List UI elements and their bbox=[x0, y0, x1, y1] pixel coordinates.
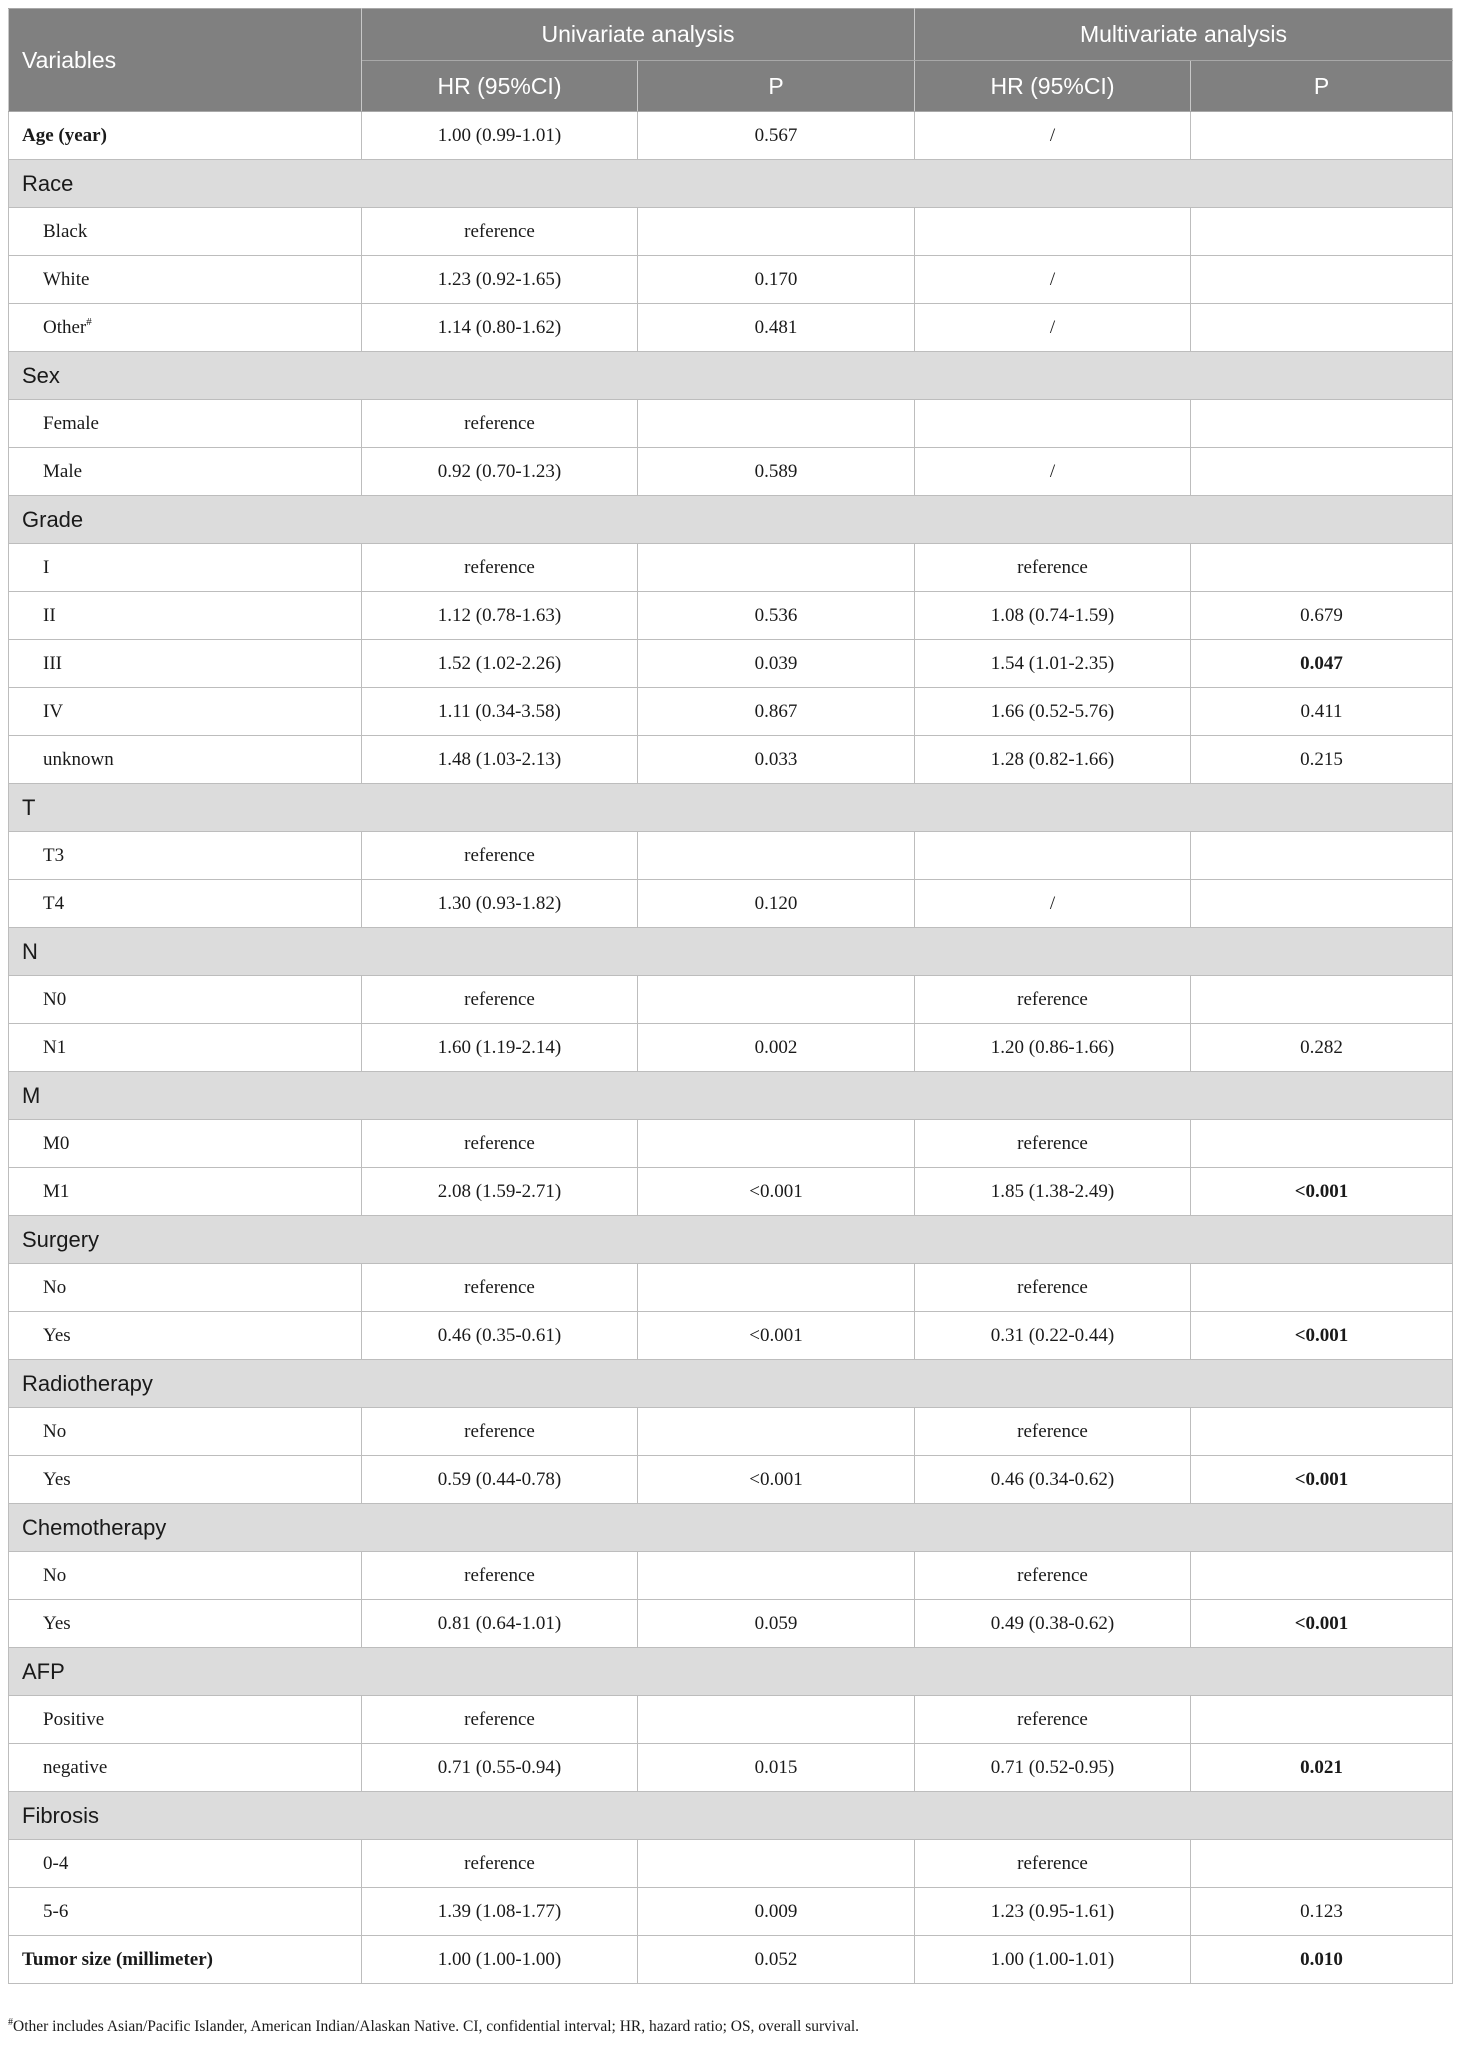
multivariate-p-cell: <0.001 bbox=[1191, 1312, 1453, 1360]
group-row bbox=[9, 160, 1453, 208]
multivariate-hr-cell: reference bbox=[915, 1696, 1191, 1744]
multivariate-p-cell: <0.001 bbox=[1191, 1600, 1453, 1648]
header-uni-p: P bbox=[638, 61, 915, 112]
variable-cell bbox=[9, 1264, 362, 1312]
group-label: Race bbox=[9, 160, 1453, 208]
multivariate-p-cell bbox=[1191, 208, 1453, 256]
univariate-p-cell bbox=[638, 400, 915, 448]
univariate-p-cell: 0.002 bbox=[638, 1024, 915, 1072]
variable-cell bbox=[9, 1552, 362, 1600]
multivariate-p-cell bbox=[1191, 544, 1453, 592]
univariate-p-cell bbox=[638, 208, 915, 256]
group-row bbox=[9, 1648, 1453, 1696]
results-table-container bbox=[8, 8, 1452, 1984]
variable-label: M1 bbox=[43, 1180, 70, 1202]
multivariate-p-cell bbox=[1191, 256, 1453, 304]
univariate-p-cell bbox=[638, 976, 915, 1024]
table-row bbox=[9, 112, 1453, 160]
cox-regression-table bbox=[8, 8, 1453, 1984]
variable-label: Positive bbox=[43, 1708, 105, 1730]
table-footnote bbox=[8, 2018, 859, 2036]
multivariate-hr-cell: reference bbox=[915, 1120, 1191, 1168]
header-uni-hr: HR (95%CI) bbox=[362, 61, 638, 112]
univariate-p-cell: <0.001 bbox=[638, 1312, 915, 1360]
variable-label: unknown bbox=[43, 748, 114, 770]
variable-label: No bbox=[43, 1564, 67, 1586]
group-row bbox=[9, 1216, 1453, 1264]
multivariate-hr-cell: reference bbox=[915, 1264, 1191, 1312]
table-header bbox=[9, 9, 1453, 112]
univariate-p-cell: 0.015 bbox=[638, 1744, 915, 1792]
table-row bbox=[9, 1552, 1453, 1600]
variable-label: No bbox=[43, 1420, 67, 1442]
variable-label: 0-4 bbox=[43, 1852, 69, 1874]
univariate-p-cell: <0.001 bbox=[638, 1456, 915, 1504]
group-label: AFP bbox=[9, 1648, 1453, 1696]
univariate-hr-cell: 1.30 (0.93-1.82) bbox=[362, 880, 638, 928]
multivariate-p-cell: 0.123 bbox=[1191, 1888, 1453, 1936]
table-row bbox=[9, 736, 1453, 784]
variable-label: Other bbox=[43, 316, 87, 338]
multivariate-p-cell: 0.282 bbox=[1191, 1024, 1453, 1072]
univariate-hr-cell: 1.60 (1.19-2.14) bbox=[362, 1024, 638, 1072]
variable-label: 5-6 bbox=[43, 1900, 69, 1922]
footnote-mark: # bbox=[8, 2017, 13, 2028]
table-row bbox=[9, 304, 1453, 352]
univariate-hr-cell: reference bbox=[362, 1120, 638, 1168]
univariate-p-cell: 0.481 bbox=[638, 304, 915, 352]
multivariate-hr-cell bbox=[915, 208, 1191, 256]
univariate-p-cell bbox=[638, 832, 915, 880]
univariate-hr-cell: reference bbox=[362, 544, 638, 592]
variable-label: T4 bbox=[43, 892, 65, 914]
univariate-p-cell: 0.120 bbox=[638, 880, 915, 928]
multivariate-hr-cell: 1.54 (1.01-2.35) bbox=[915, 640, 1191, 688]
table-row bbox=[9, 688, 1453, 736]
group-row bbox=[9, 784, 1453, 832]
multivariate-hr-cell: / bbox=[915, 256, 1191, 304]
univariate-p-cell: <0.001 bbox=[638, 1168, 915, 1216]
univariate-hr-cell: 1.12 (0.78-1.63) bbox=[362, 592, 638, 640]
header-multi-hr: HR (95%CI) bbox=[915, 61, 1191, 112]
univariate-hr-cell: reference bbox=[362, 208, 638, 256]
multivariate-p-cell bbox=[1191, 976, 1453, 1024]
variable-label: Tumor size (millimeter) bbox=[22, 1948, 214, 1970]
multivariate-p-cell bbox=[1191, 304, 1453, 352]
univariate-p-cell bbox=[638, 1840, 915, 1888]
univariate-hr-cell: reference bbox=[362, 1696, 638, 1744]
multivariate-p-cell: 0.010 bbox=[1191, 1936, 1453, 1984]
footnote-text: Other includes Asian/Pacific Islander, American Indian/Alaskan Native. CI, confidential interval; HR, hazard ratio; OS, overall survival. bbox=[13, 2018, 860, 2035]
univariate-hr-cell: 1.00 (0.99-1.01) bbox=[362, 112, 638, 160]
table-row bbox=[9, 1696, 1453, 1744]
table-row bbox=[9, 1120, 1453, 1168]
variable-cell bbox=[9, 448, 362, 496]
variable-cell bbox=[9, 1024, 362, 1072]
group-label: T bbox=[9, 784, 1453, 832]
variable-cell bbox=[9, 1600, 362, 1648]
variable-label: No bbox=[43, 1276, 67, 1298]
univariate-p-cell: 0.536 bbox=[638, 592, 915, 640]
multivariate-hr-cell: 0.31 (0.22-0.44) bbox=[915, 1312, 1191, 1360]
multivariate-hr-cell: / bbox=[915, 112, 1191, 160]
variable-label: N1 bbox=[43, 1036, 67, 1058]
univariate-hr-cell: reference bbox=[362, 1264, 638, 1312]
univariate-hr-cell: 1.39 (1.08-1.77) bbox=[362, 1888, 638, 1936]
group-label: Radiotherapy bbox=[9, 1360, 1453, 1408]
variable-cell bbox=[9, 976, 362, 1024]
univariate-hr-cell: reference bbox=[362, 832, 638, 880]
multivariate-hr-cell: reference bbox=[915, 1552, 1191, 1600]
univariate-hr-cell: 0.92 (0.70-1.23) bbox=[362, 448, 638, 496]
variable-label: Black bbox=[43, 220, 88, 242]
variable-cell bbox=[9, 640, 362, 688]
multivariate-hr-cell: / bbox=[915, 880, 1191, 928]
multivariate-hr-cell: 0.49 (0.38-0.62) bbox=[915, 1600, 1191, 1648]
variable-cell bbox=[9, 1840, 362, 1888]
variable-label: Yes bbox=[43, 1468, 71, 1490]
multivariate-hr-cell: 0.46 (0.34-0.62) bbox=[915, 1456, 1191, 1504]
table-row bbox=[9, 544, 1453, 592]
univariate-hr-cell: 1.52 (1.02-2.26) bbox=[362, 640, 638, 688]
header-multivariate: Multivariate analysis bbox=[915, 9, 1453, 61]
group-row bbox=[9, 1072, 1453, 1120]
univariate-hr-cell: reference bbox=[362, 400, 638, 448]
header-row-top bbox=[9, 9, 1453, 61]
variable-cell bbox=[9, 256, 362, 304]
group-row bbox=[9, 352, 1453, 400]
multivariate-hr-cell: 1.20 (0.86-1.66) bbox=[915, 1024, 1191, 1072]
univariate-hr-cell: 1.11 (0.34-3.58) bbox=[362, 688, 638, 736]
footnote-marker: # bbox=[86, 315, 92, 328]
variable-cell bbox=[9, 304, 362, 352]
variable-cell bbox=[9, 1936, 362, 1984]
group-label: N bbox=[9, 928, 1453, 976]
table-row bbox=[9, 256, 1453, 304]
univariate-p-cell: 0.052 bbox=[638, 1936, 915, 1984]
table-row bbox=[9, 880, 1453, 928]
univariate-p-cell: 0.867 bbox=[638, 688, 915, 736]
univariate-hr-cell: 1.14 (0.80-1.62) bbox=[362, 304, 638, 352]
variable-cell bbox=[9, 1744, 362, 1792]
variable-label: T3 bbox=[43, 844, 65, 866]
multivariate-hr-cell: 0.71 (0.52-0.95) bbox=[915, 1744, 1191, 1792]
univariate-hr-cell: 0.46 (0.35-0.61) bbox=[362, 1312, 638, 1360]
variable-label: Male bbox=[43, 460, 83, 482]
group-row bbox=[9, 496, 1453, 544]
univariate-p-cell: 0.589 bbox=[638, 448, 915, 496]
table-row bbox=[9, 400, 1453, 448]
variable-label: IV bbox=[43, 700, 64, 722]
multivariate-p-cell bbox=[1191, 1696, 1453, 1744]
multivariate-hr-cell: reference bbox=[915, 1840, 1191, 1888]
group-row bbox=[9, 1360, 1453, 1408]
univariate-hr-cell: 0.81 (0.64-1.01) bbox=[362, 1600, 638, 1648]
univariate-p-cell: 0.567 bbox=[638, 112, 915, 160]
group-row bbox=[9, 1792, 1453, 1840]
univariate-p-cell: 0.059 bbox=[638, 1600, 915, 1648]
variable-cell bbox=[9, 1168, 362, 1216]
univariate-hr-cell: reference bbox=[362, 976, 638, 1024]
univariate-p-cell bbox=[638, 1120, 915, 1168]
univariate-p-cell bbox=[638, 1264, 915, 1312]
multivariate-hr-cell: 1.85 (1.38-2.49) bbox=[915, 1168, 1191, 1216]
group-label: M bbox=[9, 1072, 1453, 1120]
table-row bbox=[9, 1312, 1453, 1360]
univariate-p-cell bbox=[638, 544, 915, 592]
univariate-p-cell bbox=[638, 1552, 915, 1600]
variable-cell bbox=[9, 208, 362, 256]
variable-cell bbox=[9, 1696, 362, 1744]
table-row bbox=[9, 1456, 1453, 1504]
multivariate-hr-cell bbox=[915, 832, 1191, 880]
multivariate-hr-cell: 1.00 (1.00-1.01) bbox=[915, 1936, 1191, 1984]
multivariate-p-cell: <0.001 bbox=[1191, 1456, 1453, 1504]
variable-label: Yes bbox=[43, 1324, 71, 1346]
table-row bbox=[9, 1024, 1453, 1072]
multivariate-hr-cell: 1.08 (0.74-1.59) bbox=[915, 592, 1191, 640]
multivariate-hr-cell: reference bbox=[915, 976, 1191, 1024]
table-row bbox=[9, 1840, 1453, 1888]
multivariate-p-cell: <0.001 bbox=[1191, 1168, 1453, 1216]
group-row bbox=[9, 1504, 1453, 1552]
table-row bbox=[9, 1936, 1453, 1984]
multivariate-p-cell bbox=[1191, 112, 1453, 160]
univariate-hr-cell: reference bbox=[362, 1840, 638, 1888]
univariate-p-cell: 0.039 bbox=[638, 640, 915, 688]
multivariate-hr-cell: reference bbox=[915, 544, 1191, 592]
multivariate-hr-cell bbox=[915, 400, 1191, 448]
variable-cell bbox=[9, 688, 362, 736]
variable-label: N0 bbox=[43, 988, 67, 1010]
group-label: Fibrosis bbox=[9, 1792, 1453, 1840]
variable-cell bbox=[9, 832, 362, 880]
header-variables: Variables bbox=[9, 9, 362, 112]
multivariate-hr-cell: / bbox=[915, 448, 1191, 496]
table-row bbox=[9, 1600, 1453, 1648]
variable-cell bbox=[9, 1408, 362, 1456]
univariate-hr-cell: 1.00 (1.00-1.00) bbox=[362, 1936, 638, 1984]
group-label: Surgery bbox=[9, 1216, 1453, 1264]
group-label: Sex bbox=[9, 352, 1453, 400]
univariate-p-cell bbox=[638, 1696, 915, 1744]
table-row bbox=[9, 640, 1453, 688]
table-row bbox=[9, 1264, 1453, 1312]
univariate-hr-cell: reference bbox=[362, 1552, 638, 1600]
multivariate-p-cell bbox=[1191, 448, 1453, 496]
table-row bbox=[9, 208, 1453, 256]
variable-label: M0 bbox=[43, 1132, 70, 1154]
multivariate-p-cell: 0.215 bbox=[1191, 736, 1453, 784]
multivariate-p-cell: 0.047 bbox=[1191, 640, 1453, 688]
group-label: Grade bbox=[9, 496, 1453, 544]
univariate-hr-cell: 2.08 (1.59-2.71) bbox=[362, 1168, 638, 1216]
variable-label: II bbox=[43, 604, 56, 626]
multivariate-p-cell: 0.021 bbox=[1191, 1744, 1453, 1792]
variable-cell bbox=[9, 1120, 362, 1168]
table-body bbox=[9, 112, 1453, 1984]
variable-label: I bbox=[43, 556, 50, 578]
univariate-p-cell: 0.033 bbox=[638, 736, 915, 784]
variable-cell bbox=[9, 1456, 362, 1504]
multivariate-hr-cell: 1.28 (0.82-1.66) bbox=[915, 736, 1191, 784]
multivariate-p-cell bbox=[1191, 1552, 1453, 1600]
univariate-hr-cell: 0.71 (0.55-0.94) bbox=[362, 1744, 638, 1792]
variable-cell bbox=[9, 112, 362, 160]
multivariate-p-cell bbox=[1191, 880, 1453, 928]
univariate-hr-cell: 0.59 (0.44-0.78) bbox=[362, 1456, 638, 1504]
variable-cell bbox=[9, 736, 362, 784]
multivariate-hr-cell: / bbox=[915, 304, 1191, 352]
variable-label: Yes bbox=[43, 1612, 71, 1634]
table-row bbox=[9, 976, 1453, 1024]
group-label: Chemotherapy bbox=[9, 1504, 1453, 1552]
multivariate-hr-cell: 1.66 (0.52-5.76) bbox=[915, 688, 1191, 736]
table-row bbox=[9, 1168, 1453, 1216]
group-row bbox=[9, 928, 1453, 976]
univariate-p-cell bbox=[638, 1408, 915, 1456]
multivariate-p-cell bbox=[1191, 1120, 1453, 1168]
variable-label: Female bbox=[43, 412, 99, 434]
multivariate-hr-cell: 1.23 (0.95-1.61) bbox=[915, 1888, 1191, 1936]
univariate-p-cell: 0.009 bbox=[638, 1888, 915, 1936]
multivariate-p-cell bbox=[1191, 1408, 1453, 1456]
variable-cell bbox=[9, 1888, 362, 1936]
multivariate-p-cell bbox=[1191, 1264, 1453, 1312]
multivariate-p-cell: 0.679 bbox=[1191, 592, 1453, 640]
multivariate-p-cell: 0.411 bbox=[1191, 688, 1453, 736]
table-row bbox=[9, 1888, 1453, 1936]
variable-label: White bbox=[43, 268, 90, 290]
multivariate-p-cell bbox=[1191, 400, 1453, 448]
table-row bbox=[9, 592, 1453, 640]
table-row bbox=[9, 448, 1453, 496]
univariate-hr-cell: reference bbox=[362, 1408, 638, 1456]
header-multi-p: P bbox=[1191, 61, 1453, 112]
table-row bbox=[9, 1408, 1453, 1456]
variable-label: III bbox=[43, 652, 62, 674]
header-univariate: Univariate analysis bbox=[362, 9, 915, 61]
variable-cell bbox=[9, 544, 362, 592]
variable-cell bbox=[9, 592, 362, 640]
table-row bbox=[9, 1744, 1453, 1792]
variable-cell bbox=[9, 880, 362, 928]
multivariate-p-cell bbox=[1191, 832, 1453, 880]
variable-label: negative bbox=[43, 1756, 108, 1778]
multivariate-p-cell bbox=[1191, 1840, 1453, 1888]
univariate-p-cell: 0.170 bbox=[638, 256, 915, 304]
univariate-hr-cell: 1.48 (1.03-2.13) bbox=[362, 736, 638, 784]
variable-label: Age (year) bbox=[22, 124, 107, 146]
variable-cell bbox=[9, 1312, 362, 1360]
multivariate-hr-cell: reference bbox=[915, 1408, 1191, 1456]
univariate-hr-cell: 1.23 (0.92-1.65) bbox=[362, 256, 638, 304]
table-row bbox=[9, 832, 1453, 880]
variable-cell bbox=[9, 400, 362, 448]
